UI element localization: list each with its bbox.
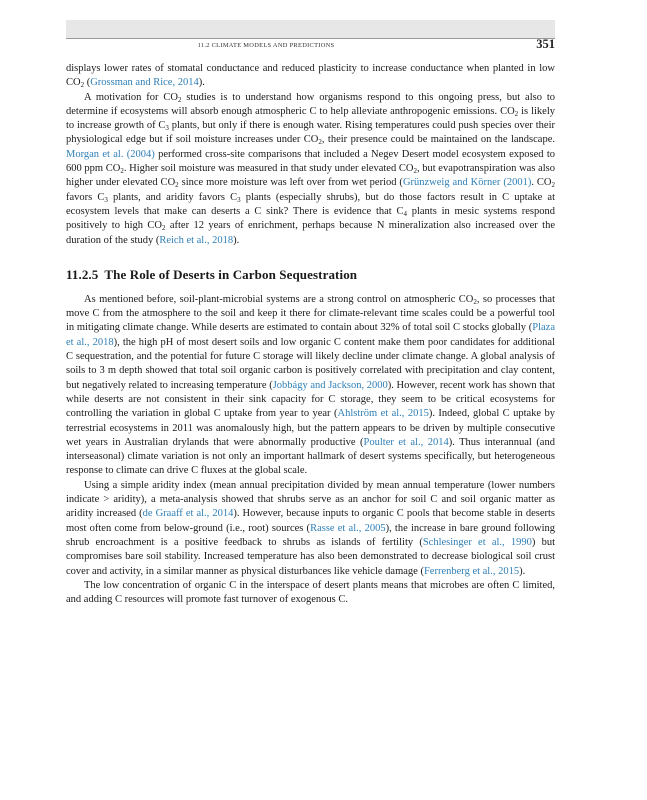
paragraph-microbes: The low concentration of organic C in the interspace of desert plants means that microbes are often C limited, and adding C resources will promote fast turnover of exogenous C.	[66, 579, 555, 606]
citation-link[interactable]: Plaza et al., 2018	[66, 322, 555, 348]
section-title: The Role of Deserts in Carbon Sequestration	[104, 266, 358, 282]
citation-link[interactable]: Poulter et al., 2014	[363, 436, 449, 448]
running-header-bar	[66, 20, 555, 38]
page-number: 351	[536, 37, 555, 51]
citation-link[interactable]: Grossman and Rice, 2014	[90, 77, 199, 89]
paragraph-co2-motivation: A motivation for $CO_2$ studies is to understand how organisms respond to this ongoing press, but also to determine if ecosystems will absorb enough atmospheric C to help alleviate anthropogenic emissions. $CO_2$ is likely to increase growth of $C_3$ plants, but only if there is enough water. Rising temperatures could push species over their physiological edge but if soil moisture increases under $CO_2$, their presence could be maintained on the landscape. Morgan et al. (2004) performed cross-site comparisons that included a Negev Desert model ecosystem exposed to 600 ppm $CO_2$. Higher soil moisture was measured in that study under elevated $CO_2$, but evapotranspiration was also higher under elevated $CO_2$ since more moisture was left over from wet period (Grünzweig and Körner (2001). $CO_2$ favors $C_3$ plants, and aridity favors $C_3$ plants (especially shrubs), but do those factors result in C uptake at ecosystem levels that make can deserts a C sink? There is evidence that $C_4$ plants in mesic systems respond positively to high $CO_2$ after 12 years of enrichment, perhaps because N mineralization also increased over the duration of the study (Reich et al., 2018).	[66, 91, 556, 246]
section-number: 11.2.5	[66, 266, 99, 282]
citation-link[interactable]: Schlesinger et al., 1990	[422, 536, 532, 548]
citation-link[interactable]: Grünzweig and Körner (2001)	[402, 177, 532, 189]
header-rule	[66, 38, 555, 39]
citation-link[interactable]: Morgan et al. (2004)	[66, 148, 155, 160]
paragraph-soil-carbon: As mentioned before, soil-plant-microbial systems are a strong control on atmospheric $CO_2$, so processes that move C from the atmosphere to the soil and keep it there for climate-relevant time scales could be a powerful tool in mitigating climate change. While deserts are estimated to contain about 32% of total soil C stocks globally (Plaza et al., 2018), the high pH of most desert soils and low organic C content make them poor candidates for additional C sequestration, and the potential for future C storage will likely decline under climate change. A global analysis of soils to 3 m depth showed that total soil organic carbon is positively correlated with precipitation and clay content, but negatively related to increasing temperature (Jobbágy and Jackson, 2000). However, recent work has shown that while deserts are not consistent in their sink capacity for C storage, they seem to be critical ecosystems for controlling the variation in global C uptake from year to year (Ahlström et al., 2015). Indeed, global C uptake by terrestrial ecosystems in 2011 was anomalously high, but the pattern appears to be driven by multiple consecutive wet years in Australian drylands that were abnormally productive (Poulter et al., 2014). Thus interannual (and interseasonal) climate variation is not only an important hallmark of desert systems specifically, but heterogeneous response to climate can drive C fluxes at the global scale.	[66, 293, 556, 477]
citation-link[interactable]: de Graaff et al., 2014	[142, 508, 234, 520]
citation-link[interactable]: Jobbágy and Jackson, 2000	[272, 379, 388, 391]
section-heading	[66, 267, 555, 283]
paragraph-continued: displays lower rates of stomatal conductance and reduced plasticity to increase conductance when planted in low $CO_2$ (Grossman and Rice, 2014).	[66, 63, 555, 90]
running-head: 11.2 CLIMATE MODELS AND PREDICTIONS	[197, 42, 335, 49]
paragraph-aridity-index: Using a simple aridity index (mean annual precipitation divided by mean annual temperature (lower numbers indicate > aridity), a meta-analysis showed that shrubs serve as an anchor for soil C and soil organic matter as aridity increased (de Graaff et al., 2014). However, because inputs to organic C pools that become stable in deserts most often come from below-ground (i.e., root) sources (Rasse et al., 2005), the increase in bare ground following shrub encroachment is a positive feedback to shrubs as islands of fertility (Schlesinger et al., 1990) but compromises bare soil stability. Increased temperature has also been demonstrated to decrease biological soil crust cover and activity, in a similar manner as physical disturbances like vehicle damage (Ferrenberg et al., 2015).	[66, 479, 556, 577]
citation-link[interactable]: Ferrenberg et al., 2015	[423, 565, 520, 577]
citation-link[interactable]: Rasse et al., 2005	[310, 522, 386, 534]
citation-link[interactable]: Reich et al., 2018	[159, 234, 234, 246]
page-body	[66, 62, 555, 607]
citation-link[interactable]: Ahlström et al., 2015	[337, 408, 429, 420]
